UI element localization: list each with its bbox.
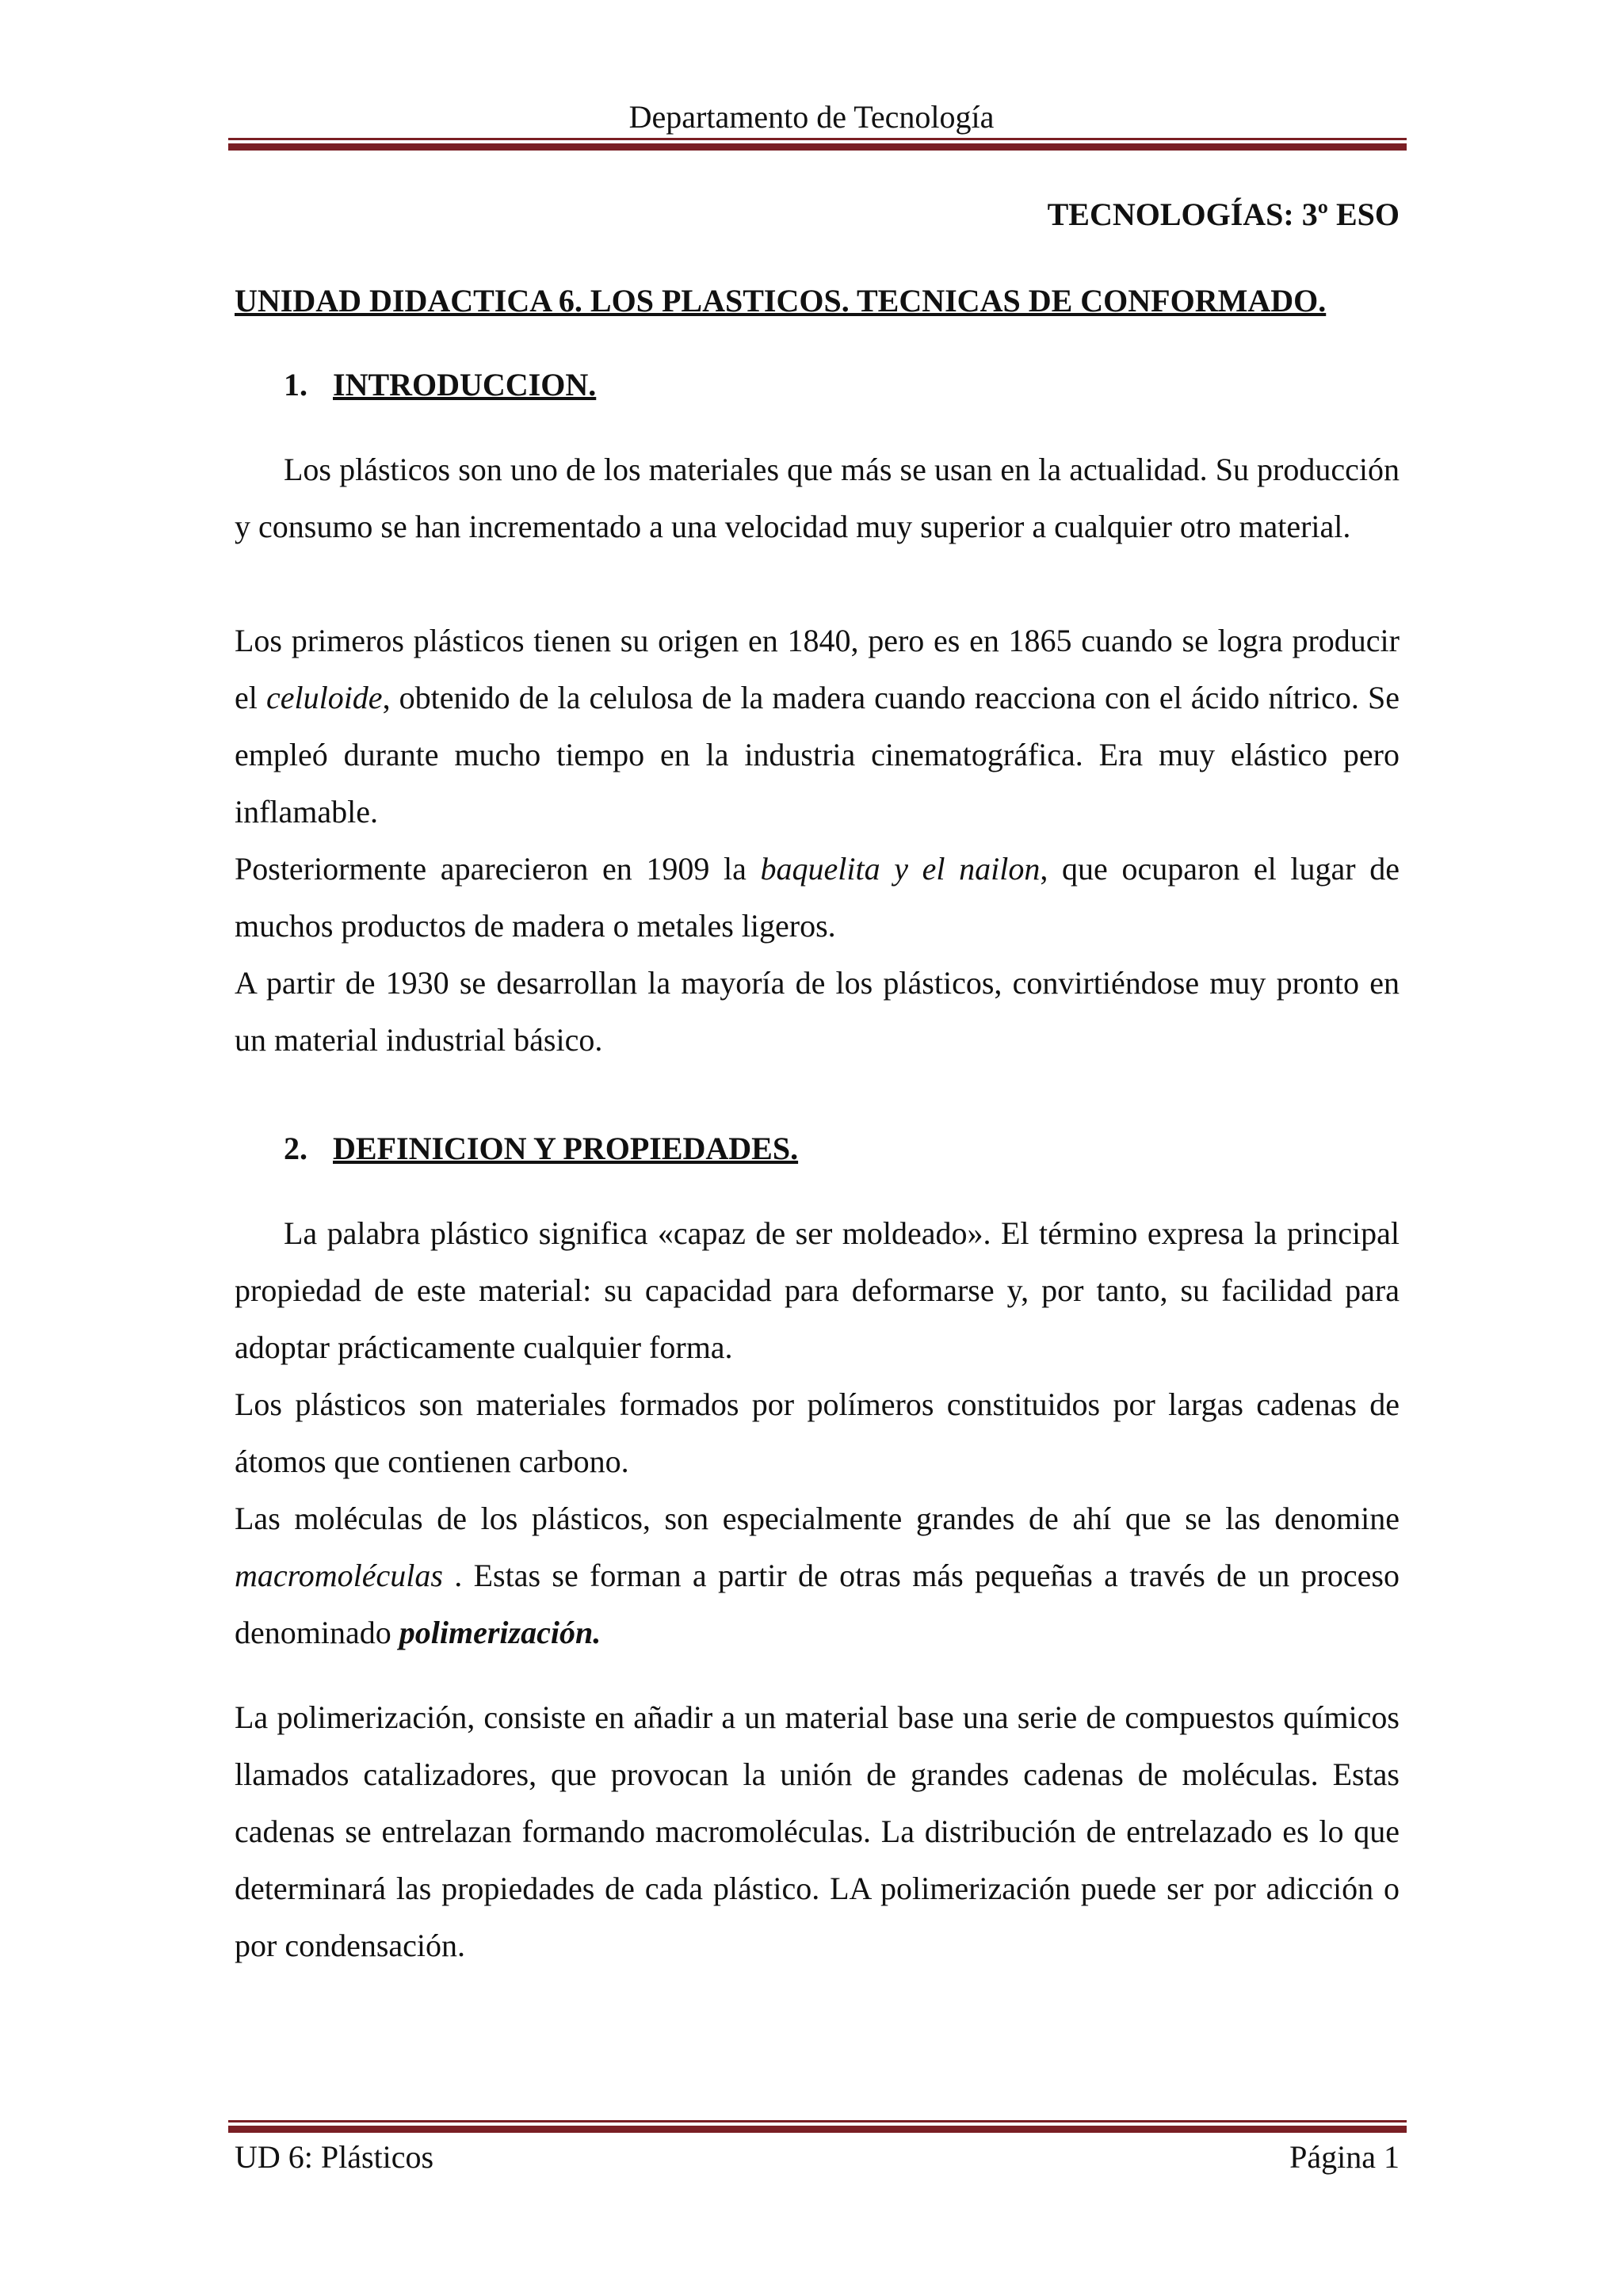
paragraph: La polimerización, consiste en añadir a un material base una serie de compuestos químicos llamados catalizadores, que provocan la unión de grandes cadenas de moléculas. Estas cadenas se entrelazan formando macromoléculas. La distribución de entrelazado es lo que determinará las propiedades de cada plástico. LA polimerización puede ser por adicción o por condensación. — [235, 1699, 1400, 1963]
header-department: Departamento de Tecnología — [628, 99, 995, 135]
paragraph: A partir de 1930 se desarrollan la mayoría de los plásticos, convirtiéndose muy pronto en un material industrial básico. — [235, 965, 1400, 1058]
page-number: Página 1 — [1289, 2139, 1400, 2175]
paragraph: Los plásticos son materiales formados por polímeros constituidos por largas cadenas de átomos que contienen carbono. — [235, 1386, 1400, 1479]
emphasis-term: baquelita y el nailon — [760, 851, 1041, 887]
paragraph: Los primeros plásticos tienen su origen en 1840, pero es en 1865 cuando se logra producir el celuloide, obtenido de la celulosa de la madera cuando reacciona con el ácido nítrico. Se empleó durante mucho tiempo en la industria cinematográfica. Era muy elástico pero inflamable. — [235, 623, 1400, 830]
paragraph: La palabra plástico significa «capaz de ser moldeado». El término expresa la principal propiedad de este material: su capacidad para deformarse y, por tanto, su facilidad para adoptar prácticamente cualquier forma. — [235, 1215, 1400, 1365]
paragraph: Los plásticos son uno de los materiales que más se usan en la actualidad. Su producción y consumo se han incrementado a una velocidad muy superior a cualquier otro material. — [235, 452, 1400, 544]
section-number: 2. — [284, 1131, 307, 1166]
section-heading-definicion — [284, 1127, 798, 1171]
unit-title: UNIDAD DIDACTICA 6. LOS PLASTICOS. TECNICAS DE CONFORMADO. — [235, 283, 1327, 318]
section-title: DEFINICION Y PROPIEDADES. — [333, 1131, 799, 1166]
paragraph: Posteriormente aparecieron en 1909 la baquelita y el nailon, que ocuparon el lugar de muchos productos de madera o metales ligeros. — [235, 851, 1400, 944]
footer-unit-label: UD 6: Plásticos — [235, 2139, 434, 2175]
header-divider — [228, 138, 1407, 151]
course-label: TECNOLOGÍAS: 3º ESO — [1047, 196, 1400, 232]
emphasis-term: macromoléculas — [235, 1558, 443, 1593]
emphasis-term: celuloide — [265, 680, 383, 715]
section-heading-introduccion — [284, 363, 596, 407]
section-title: INTRODUCCION. — [333, 367, 597, 402]
paragraph: Las moléculas de los plásticos, son especialmente grandes de ahí que se las denomine macromoléculas . Estas se forman a partir de otras más pequeñas a través de un proceso denominado polimerización. — [235, 1501, 1400, 1650]
strong-term: polimerización. — [399, 1615, 601, 1650]
section-number: 1. — [284, 367, 307, 402]
footer-divider — [228, 2120, 1407, 2133]
